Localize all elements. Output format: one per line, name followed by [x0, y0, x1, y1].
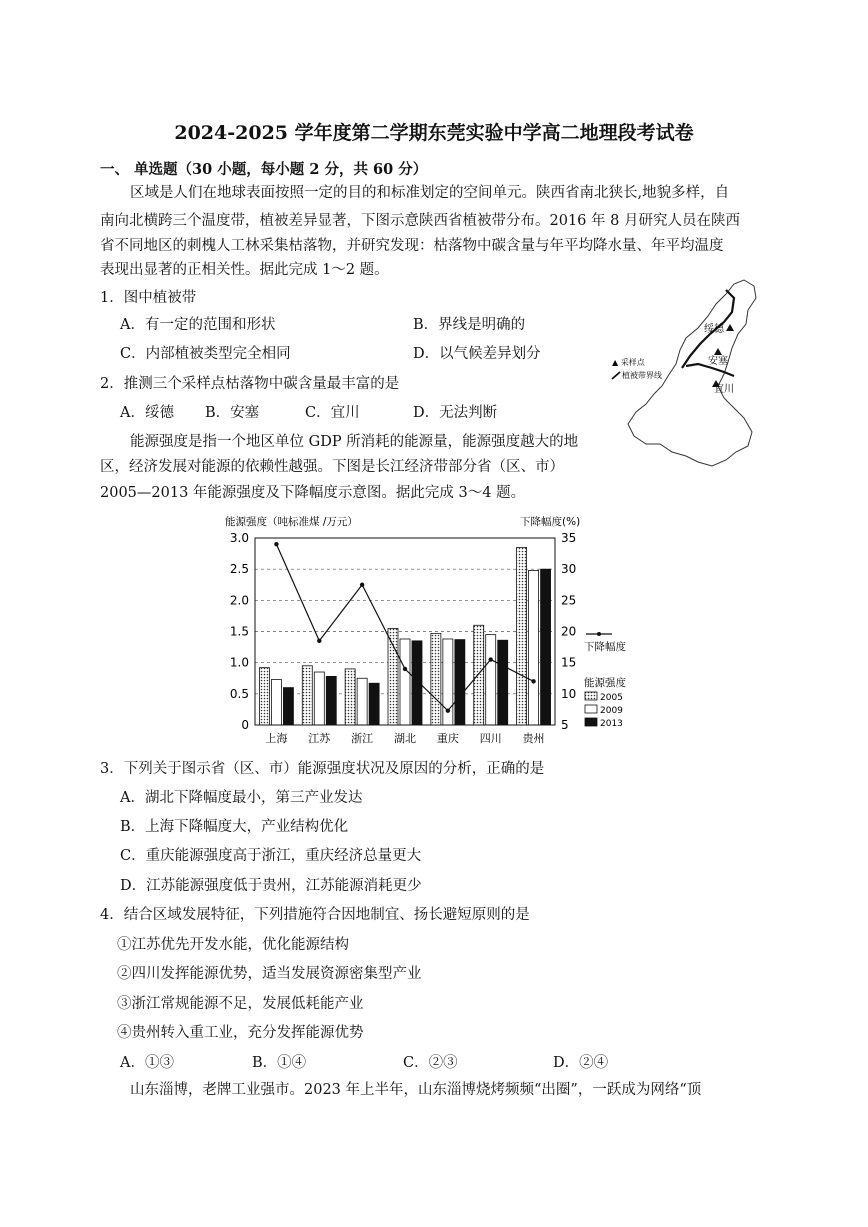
bar-2005	[302, 666, 312, 725]
y2-tick-label: 10	[561, 686, 577, 701]
question-1-stem: 1．图中植被带	[100, 290, 197, 306]
bar-2013	[369, 683, 379, 725]
y-tick-label: 2.0	[229, 593, 249, 608]
question-3-stem: 3．下列关于图示省（区、市）能源强度状况及原因的分析，正确的是	[100, 761, 545, 777]
passage3-line: 山东淄博，老牌工业强市。2023 年上半年，山东淄博烧烤频频“出圈”，一跃成为网络“顶	[130, 1082, 702, 1098]
bar-2009	[271, 679, 281, 725]
x-tick-label: 江苏	[308, 732, 331, 745]
bar-2009	[486, 635, 496, 725]
decline-point	[403, 667, 407, 671]
question-1-option-c: C．内部植被类型完全相同	[120, 346, 291, 362]
y2-tick-label: 25	[561, 593, 577, 608]
passage1-line: 表现出显著的正相关性。据此完成 1～2 题。	[100, 262, 389, 278]
x-tick-label: 湖北	[394, 732, 416, 745]
legend-label-2009: 2009	[600, 706, 623, 716]
question-3-option-a: A．湖北下降幅度最小，第三产业发达	[120, 790, 363, 806]
decline-point	[489, 657, 493, 661]
question-2-option-b: B．安塞	[205, 405, 260, 421]
legend-title: 能源强度	[584, 677, 626, 689]
bar-2013	[326, 676, 336, 725]
place-label-suide: 绥德	[704, 324, 724, 335]
bar-2005	[431, 633, 441, 725]
bar-2009	[314, 672, 324, 725]
place-label-yichuan: 宜川	[714, 384, 734, 395]
question-3-option-b: B．上海下降幅度大，产业结构优化	[120, 819, 349, 835]
bar-2005	[517, 547, 527, 725]
question-4-item-3: ③浙江常规能源不足，发展低耗能产业	[117, 996, 364, 1012]
bar-2009	[357, 678, 367, 725]
y-tick-label: 1.0	[229, 655, 249, 670]
bar-2005	[259, 668, 269, 725]
section-heading: 一、 单选题（30 小题，每小题 2 分，共 60 分）	[100, 161, 428, 178]
energy-intensity-chart	[200, 508, 650, 753]
legend-swatch-2005	[585, 692, 597, 700]
question-2-option-c: C．宜川	[305, 405, 360, 421]
y2-tick-label: 35	[561, 531, 577, 545]
y-tick-label: 1.5	[229, 624, 249, 639]
y-axis-label: 能源强度（吨标准煤 /万元）	[225, 516, 358, 528]
question-4-option-a: A．①③	[120, 1055, 174, 1071]
y2-tick-label: 20	[561, 624, 577, 639]
bar-2013	[498, 640, 508, 725]
question-2-option-a: A．绥德	[120, 405, 174, 421]
y-tick-label: 2.5	[229, 562, 249, 577]
decline-point	[317, 639, 321, 643]
page-title: 2024-2025 学年度第二学期东莞实验中学高二地理段考试卷	[174, 122, 694, 144]
y2-tick-label: 15	[561, 655, 577, 670]
question-4-item-1: ①江苏优先开发水能，优化能源结构	[117, 937, 349, 953]
passage2-line: 能源强度是指一个地区单位 GDP 所消耗的能源量，能源强度越大的地	[130, 434, 579, 450]
question-4-item-2: ②四川发挥能源优势，适当发展资源密集型产业	[117, 966, 422, 982]
legend-label-2013: 2013	[600, 719, 623, 729]
passage2-line: 2005—2013 年能源强度及下降幅度示意图。据此完成 3～4 题。	[100, 485, 526, 501]
bar-2013	[541, 569, 551, 725]
legend-sample-point: ▲ 采样点	[612, 358, 645, 367]
x-tick-label: 四川	[479, 732, 502, 745]
legend-swatch-2013	[585, 718, 597, 726]
question-1-option-b: B．界线是明确的	[413, 317, 526, 333]
bar-2009	[400, 639, 410, 725]
bar-2013	[412, 641, 422, 725]
legend-swatch-2009	[585, 705, 597, 713]
legend-boundary-icon	[612, 372, 620, 379]
legend-line-label: 下降幅度	[584, 641, 626, 653]
bar-2005	[345, 669, 355, 725]
question-4-option-b: B．①④	[252, 1055, 307, 1071]
x-tick-label: 上海	[265, 732, 288, 745]
passage2-line: 区，经济发展对能源的依赖性越强。下图是长江经济带部分省（区、市）	[100, 459, 564, 475]
question-2-stem: 2．推测三个采样点枯落物中碳含量最丰富的是	[100, 376, 400, 392]
y2-tick-label: 5	[561, 718, 569, 732]
question-4-option-c: C．②③	[403, 1055, 458, 1071]
legend-line-marker	[597, 632, 601, 636]
question-1-option-d: D．以气候差异划分	[413, 346, 541, 362]
passage1-line: 南向北横跨三个温度带，植被差异显著，下图示意陕西省植被带分布。2016 年 8 月研究人员在陕西	[100, 213, 740, 229]
decline-point	[360, 583, 364, 587]
question-1-option-a: A．有一定的范围和形状	[120, 317, 276, 333]
legend-label-2005: 2005	[600, 693, 623, 703]
question-4-option-d: D．②④	[553, 1055, 609, 1071]
place-label-ansai: 安塞	[708, 356, 728, 367]
x-tick-label: 贵州	[522, 732, 545, 745]
y-tick-label: 0.5	[229, 686, 249, 701]
x-tick-label: 重庆	[436, 732, 459, 745]
bar-2013	[283, 688, 293, 725]
y-tick-label: 0	[241, 718, 249, 732]
bar-2005	[474, 625, 484, 725]
bar-2013	[455, 640, 465, 725]
question-4-stem: 4．结合区域发展特征，下列措施符合因地制宜、扬长避短原则的是	[100, 907, 530, 923]
passage1-line: 区域是人们在地球表面按照一定的目的和标准划定的空间单元。陕西省南北狭长,地貌多样，自	[130, 185, 730, 201]
y2-axis-label: 下降幅度(%)	[520, 516, 581, 528]
y2-tick-label: 30	[561, 562, 577, 577]
decline-point	[446, 708, 450, 712]
question-2-option-d: D．无法判断	[413, 405, 498, 421]
decline-point	[531, 679, 535, 683]
shaanxi-vegetation-map	[606, 276, 766, 486]
legend-boundary-label: 植被带界线	[622, 371, 662, 380]
question-4-item-4: ④贵州转入重工业，充分发挥能源优势	[117, 1025, 364, 1041]
question-3-option-d: D．江苏能源强度低于贵州，江苏能源消耗更少	[120, 878, 422, 894]
decline-point	[274, 542, 278, 546]
y-tick-label: 3.0	[229, 531, 249, 545]
bar-2009	[529, 570, 539, 725]
passage1-line: 省不同地区的刺槐人工林采集枯落物，并研究发现：枯落物中碳含量与年平均降水量、年平均温度	[100, 238, 724, 254]
x-tick-label: 浙江	[351, 732, 374, 745]
bar-2005	[388, 628, 398, 725]
question-3-option-c: C．重庆能源强度高于浙江，重庆经济总量更大	[120, 848, 422, 864]
